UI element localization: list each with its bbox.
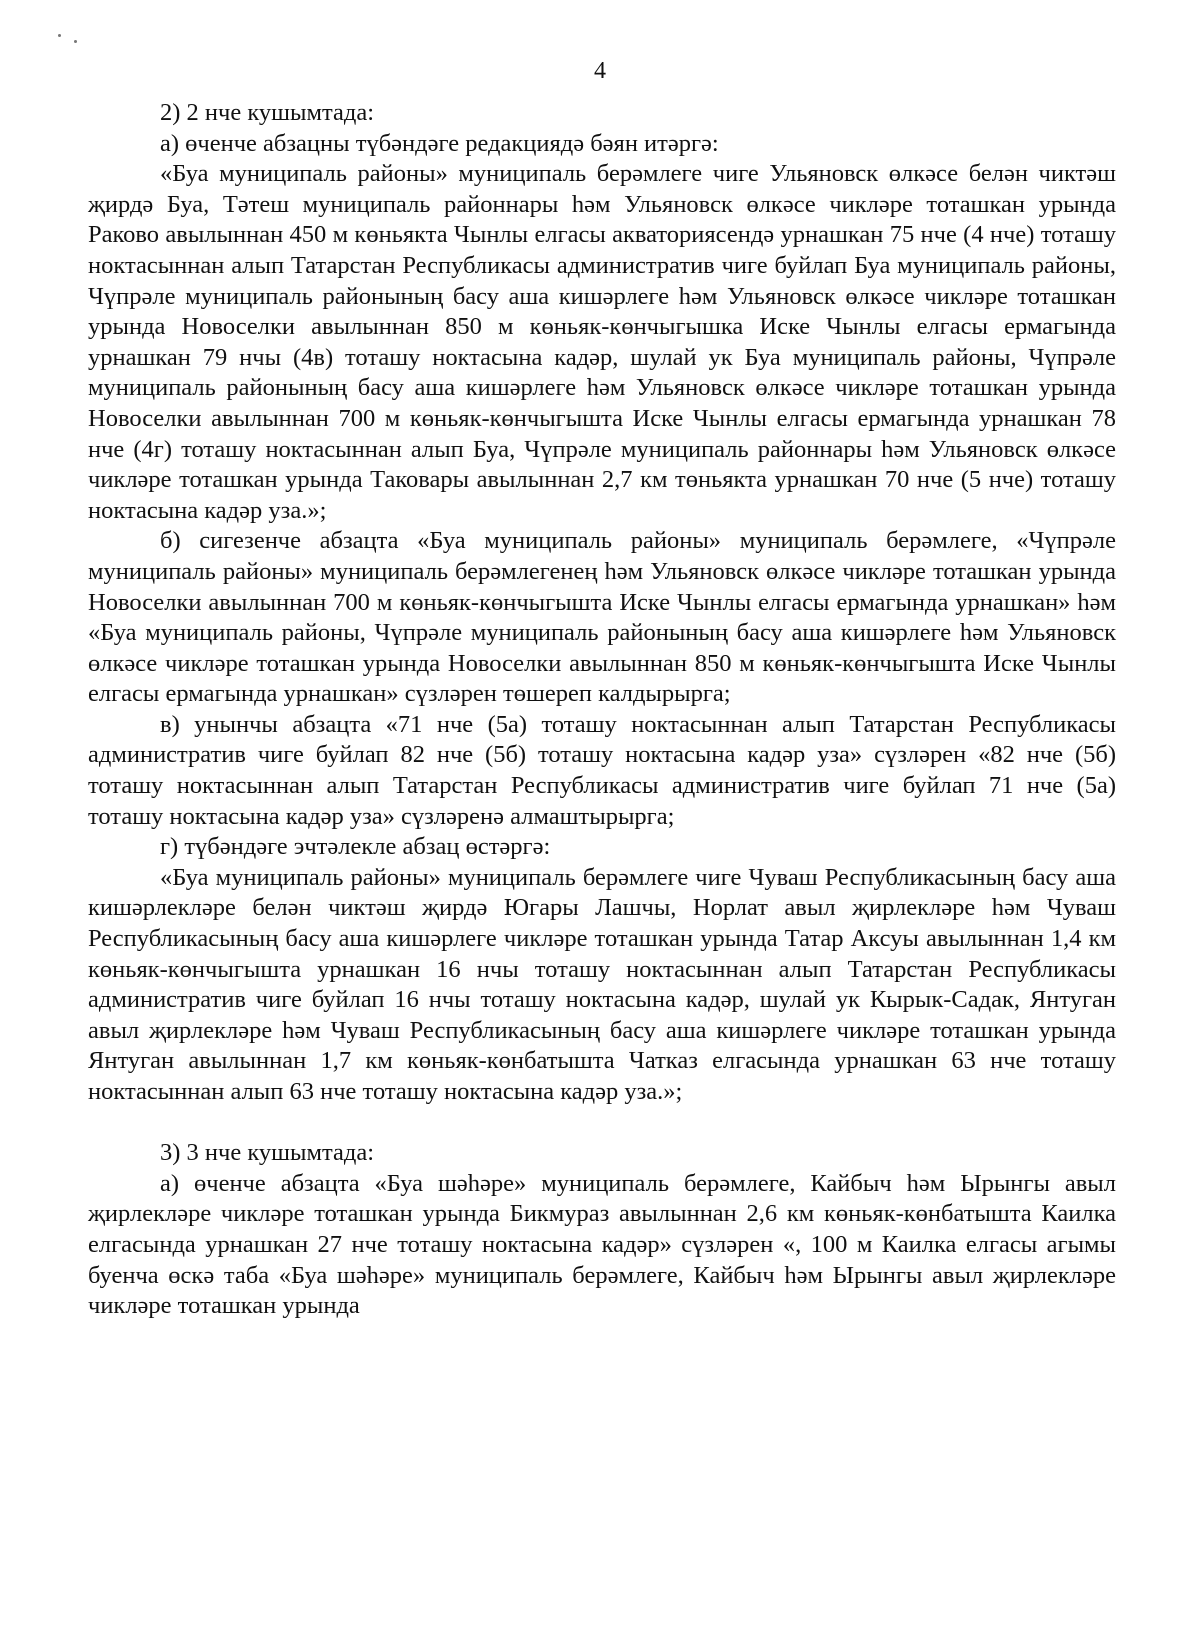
item-3a-text: а) өченче абзацта «Буа шәһәре» муниципаль берәмлеге, Кайбыч һәм Ырынгы авыл җирлекләре чикләре тоташкан урында Бикмураз авылыннан 2,6 км көньяк-көнбатышта Каилка елгасында урнашкан 27 нче тоташу ноктасына кадәр» сүзләрен «, 100 м Каилка елгасы агымы буенча өскә таба «Буа шәһәре» муниципаль берәмлеге, Кайбыч һәм Ырынгы авыл җирлекләре чикләре тоташкан урында — [88, 1169, 1116, 1320]
item-2v-text: в) унынчы абзацта «71 нче (5а) тоташу ноктасыннан алып Татарстан Республикасы административ чиге буйлап 82 нче (5б) тоташу ноктасына кадәр уза» сүзләрен «82 нче (5б) тоташу ноктасыннан алып Татарстан Республикасы административ чиге буйлап 71 нче (5а) тоташу ноктасына кадәр уза» сүзләренә алмаштырырга; — [88, 710, 1116, 830]
scan-speck — [74, 40, 77, 43]
scan-speck — [58, 34, 61, 37]
item-2a-quote: «Буа муниципаль районы» муниципаль берәмлеге чиге Ульяновск өлкәсе белән чиктәш җирдә Буа, Тәтеш муниципаль районнары һәм Ульяновск өлкәсе чикләре тоташкан урында Раково авылыннан 450 м көньякта Чынлы елгасы акваториясендә урнашкан 75 нче (4 нче) тоташу ноктасыннан алып Татарстан Республикасы административ чиге буйлап Буа муниципаль районы, Чүпрәле муниципаль районының басу аша кишәрлеге һәм Ульяновск өлкәсе чикләре тоташкан урында Новоселки авылыннан 850 м көньяк-көнчыгышка Иске Чынлы елгасы ермагында урнашкан 79 нчы (4в) тоташу ноктасына кадәр, шулай ук Буа муниципаль районы, Чүпрәле муниципаль районының басу аша кишәрлеге һәм Ульяновск өлкәсе чикләре тоташкан урында Новоселки авылыннан 700 м көньяк-көнчыгышта Иске Чынлы елгасы ермагында урнашкан 78 нче (4г) тоташу ноктасыннан алып Буа, Чүпрәле муниципаль районнары һәм Ульяновск өлкәсе чикләре тоташкан урында Таковары авылыннан 2,7 км төньякта урнашкан 70 нче (5 нче) тоташу ноктасына кадәр уза.»; — [88, 160, 1116, 524]
item-3-heading: 3) 3 нче кушымтада: — [160, 1139, 375, 1167]
item-2a-heading: а) өченче абзацны түбәндәге редакциядә бәян итәргә: — [160, 129, 719, 157]
page-number: 4 — [594, 58, 606, 84]
item-2g-heading: г) түбәндәге эчтәлекле абзац өстәргә: — [160, 833, 551, 861]
document-body — [88, 98, 1116, 1322]
item-2g-quote: «Буа муниципаль районы» муниципаль берәмлеге чиге Чуваш Республикасының басу аша кишәрлекләре белән чиктәш җирдә Югары Лашчы, Норлат авыл җирлекләре һәм Чуваш Республикасының басу аша кишәрлеге чикләре тоташкан урында Татар Аксуы авылыннан 1,4 км көньяк-көнчыгышта урнашкан 16 нчы тоташу ноктасыннан алып Татарстан Республикасы административ чиге буйлап 16 нчы тоташу ноктасына кадәр, шулай ук Кырык-Садак, Янтуган авыл җирлекләре һәм Чуваш Республикасының басу аша кишәрлеге чикләре тоташкан урында Янтуган авылыннан 1,7 км көньяк-көнбатышта Чатказ елгасында урнашкан 63 нче тоташу ноктасыннан алып 63 нче тоташу ноктасына кадәр уза.»; — [88, 863, 1116, 1105]
item-2-heading: 2) 2 нче кушымтада: — [160, 99, 375, 126]
item-2b-text: б) сигезенче абзацта «Буа муниципаль районы» муниципаль берәмлеге, «Чүпрәле муниципаль районы» муниципаль берәмлегенең һәм Ульяновск өлкәсе чикләре тоташкан урында Новоселки авылыннан 700 м көньяк-көнчыгышта Иске Чынлы елгасы ермагында урнашкан» һәм «Буа муниципаль районы, Чүпрәле муниципаль районының басу аша кишәрлеге һәм Ульяновск өлкәсе чикләре тоташкан урында Новоселки авылыннан 850 м көньяк-көнчыгышта Иске Чынлы елгасы ермагында урнашкан» сүзләрен төшереп калдырырга; — [88, 527, 1116, 708]
